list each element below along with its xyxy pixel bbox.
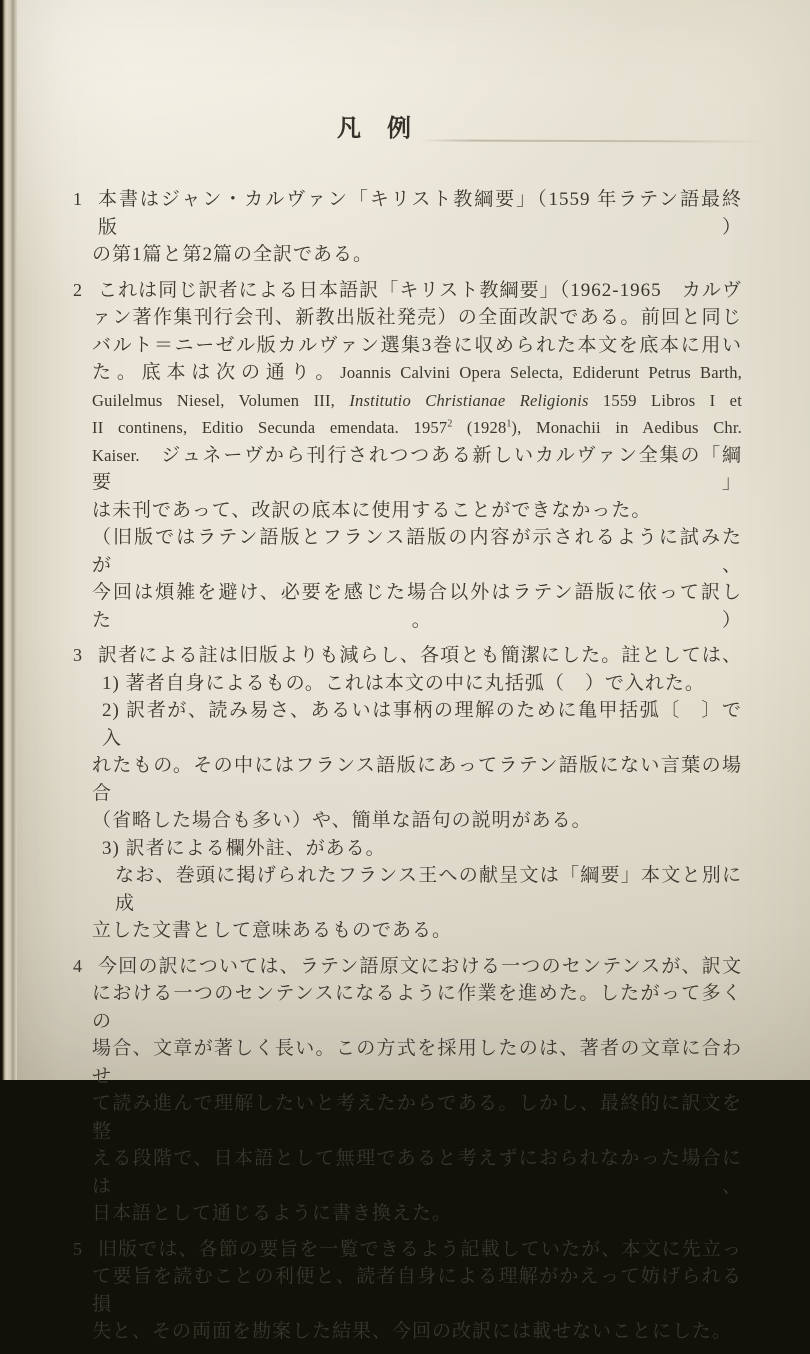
item-number: 2 bbox=[73, 279, 82, 300]
item-2 bbox=[73, 277, 742, 635]
item-number: 1 bbox=[73, 189, 82, 209]
text-line bbox=[92, 241, 742, 269]
line-text: た。底本は次の通り。 bbox=[92, 362, 341, 383]
text-line bbox=[92, 1090, 742, 1145]
page-title: 凡 例 bbox=[337, 116, 412, 142]
line-text: (1928 bbox=[452, 418, 507, 437]
text-line bbox=[92, 1200, 742, 1228]
sub-item-line bbox=[92, 835, 742, 863]
text-line bbox=[92, 917, 742, 945]
sub-item-line bbox=[92, 697, 742, 752]
text-line bbox=[73, 953, 742, 981]
text-line bbox=[73, 277, 742, 305]
line-text: （旧版ではラテン語版とフランス語版の内容が示されるように試みたが、 bbox=[92, 527, 742, 576]
text-line bbox=[92, 1318, 742, 1346]
book-spine-edge bbox=[0, 0, 17, 1080]
line-text: える段階で、日本語として無理であると考えずにおられなかった場合には、 bbox=[92, 1148, 742, 1197]
italic-book-title: Institutio Christianae Religionis bbox=[349, 390, 589, 410]
text-line bbox=[92, 1263, 742, 1318]
text-line bbox=[92, 752, 742, 807]
text-line bbox=[92, 442, 742, 497]
text-line bbox=[73, 1236, 742, 1264]
line-text: （省略した場合も多い）や、簡単な語句の説明がある。 bbox=[92, 810, 592, 831]
item-5 bbox=[73, 1236, 742, 1346]
item-3 bbox=[73, 642, 742, 945]
text-line bbox=[92, 807, 742, 835]
line-text: 本書はジャン・カルヴァン「キリスト教綱要」（1559 年ラテン語最終版） bbox=[98, 189, 742, 238]
line-text: ァン著作集刊行会刊、新教出版社発売）の全面改訳である。前回と同じ bbox=[92, 307, 742, 328]
page-content bbox=[73, 114, 742, 1354]
text-line bbox=[92, 332, 742, 360]
superscript: 1 bbox=[506, 418, 512, 430]
text-line bbox=[92, 524, 742, 579]
line-text: て読み進んで理解したいと考えたからである。しかし、最終的に訳文を整 bbox=[92, 1093, 742, 1142]
line-text: 1559 Libros I et bbox=[588, 390, 742, 410]
item-4 bbox=[73, 953, 742, 1228]
line-text: の第1篇と第2篇の全訳である。 bbox=[92, 244, 374, 265]
text-line bbox=[92, 579, 742, 634]
text-line bbox=[92, 497, 742, 525]
line-text: ), Monachii in Aedibus Chr. bbox=[511, 418, 742, 437]
line-text: 失と、その両面を勘案した結果、今回の改訳には載せないことにした。 bbox=[92, 1321, 733, 1342]
line-text: れたもの。その中にはフランス語版にあってラテン語版にない言葉の場合 bbox=[92, 755, 742, 804]
line-text: 2) 訳者が、読み易さ、あるいは事柄の理解のために亀甲括弧〔 〕で入 bbox=[102, 700, 742, 749]
text-line bbox=[92, 1035, 742, 1090]
text-line bbox=[73, 642, 742, 670]
item-number: 4 bbox=[73, 955, 82, 976]
item-1 bbox=[73, 186, 742, 269]
superscript: 2 bbox=[447, 418, 453, 430]
line-text: は未刊であって、改訳の底本に使用することができなかった。 bbox=[92, 499, 652, 521]
line-text: 1) 著者自身によるもの。これは本文の中に丸括弧（ ）で入れた。 bbox=[102, 672, 705, 694]
line-text: Guilelmus Niesel, Volumen III, bbox=[92, 390, 350, 410]
text-line bbox=[92, 1145, 742, 1200]
line-text: これは同じ訳者による日本語訳「キリスト教綱要」（1962-1965 カルヴ bbox=[98, 279, 742, 301]
text-line bbox=[73, 186, 742, 241]
item-number: 3 bbox=[73, 645, 82, 665]
line-text: バルト＝ニーゼル版カルヴァン選集3巻に収められた本文を底本に用い bbox=[92, 334, 742, 356]
line-text: における一つのセンテンスになるように作業を進めた。したがって多くの bbox=[92, 983, 742, 1032]
text-line bbox=[92, 304, 742, 332]
item-number: 5 bbox=[73, 1238, 82, 1259]
line-text: 旧版では、各節の要旨を一覧できるよう記載していたが、本文に先立っ bbox=[98, 1238, 742, 1260]
line-text: て要旨を読むことの利便と、読者自身による理解がかえって妨げられる損 bbox=[92, 1266, 742, 1315]
line-text: 3) 訳者による欄外註、がある。 bbox=[102, 837, 386, 859]
line-text: 今回は煩雑を避け、必要を感じた場合以外はラテン語版に依って訳した。） bbox=[92, 582, 742, 631]
line-text: ジュネーヴから刊行されつつある新しいカルヴァン全集の「綱要」 bbox=[92, 444, 742, 493]
line-text: 立した文書として意味あるものである。 bbox=[92, 920, 453, 941]
sub-item-line bbox=[92, 670, 742, 698]
latin-citation-text: Kaiser. bbox=[92, 445, 140, 465]
line-text: 訳者による註は旧版よりも減らし、各項とも簡潔にした。註としては、 bbox=[98, 645, 742, 666]
text-line bbox=[92, 862, 742, 917]
line-text: 場合、文章が著しく長い。この方式を採用したのは、著者の文章に合わせ bbox=[92, 1038, 742, 1087]
line-text: なお、巻頭に掲げられたフランス王への献呈文は「綱要」本文と別に成 bbox=[115, 865, 742, 914]
text-line bbox=[92, 359, 742, 387]
line-text: II continens, Editio Secunda emendata. 1957 bbox=[92, 418, 448, 437]
line-text: 今回の訳については、ラテン語原文における一つのセンテンスが、訳文 bbox=[98, 955, 742, 977]
latin-citation-text: Joannis Calvini Opera Selecta, Ediderunt Petrus Barth, bbox=[340, 363, 742, 382]
latin-citation-line bbox=[92, 414, 742, 442]
text-line bbox=[92, 980, 742, 1035]
line-text: 日本語として通じるように書き換えた。 bbox=[92, 1203, 453, 1224]
latin-citation-line bbox=[92, 387, 742, 415]
